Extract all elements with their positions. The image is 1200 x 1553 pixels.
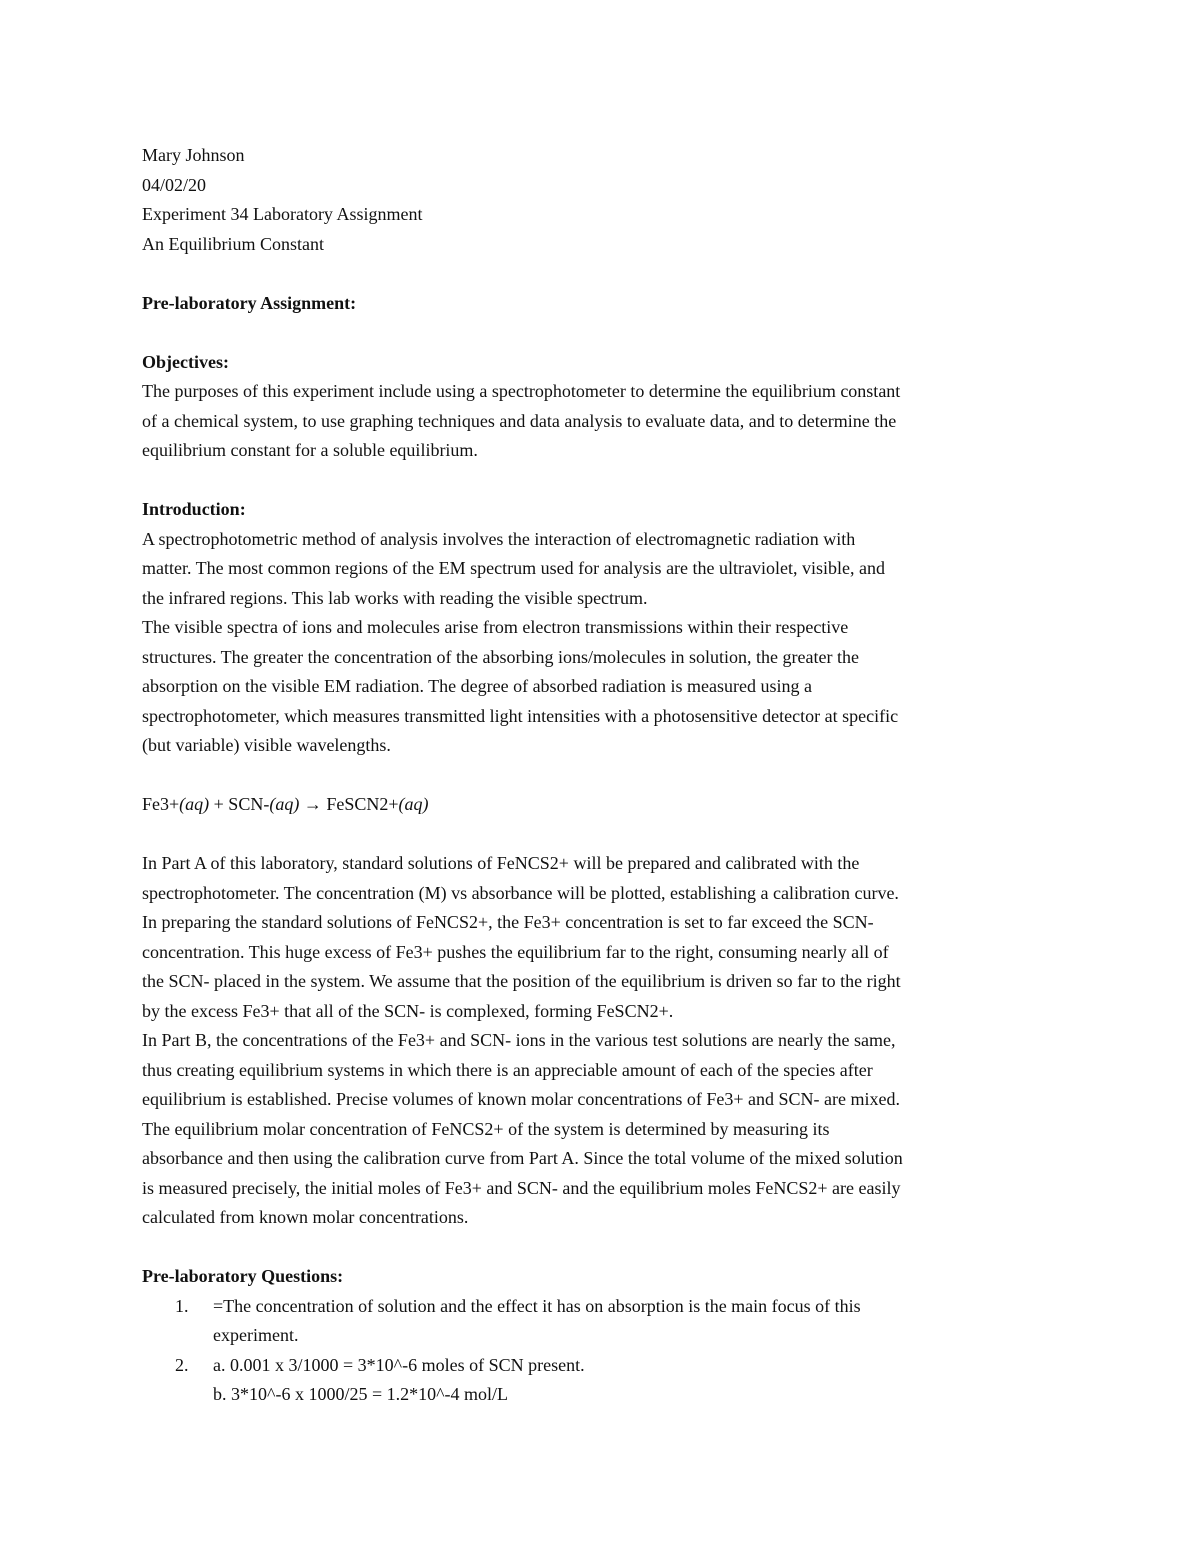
- spacer: [142, 1233, 1062, 1263]
- intro-paragraph-line: spectrophotometer, which measures transmitted light intensities with a photosensitive detector at specific: [142, 705, 899, 726]
- spacer: [142, 820, 1062, 850]
- intro-paragraph-line: structures. The greater the concentration of the absorbing ions/molecules in solution, the greater the: [142, 646, 859, 667]
- question-item: [142, 1292, 1062, 1351]
- question-number: 2.: [175, 1354, 189, 1375]
- intro-paragraph-line: In preparing the standard solutions of FeNCS2+, the Fe3+ concentration is set to far exceed the SCN-: [142, 912, 874, 932]
- questions-list: [142, 1292, 1062, 1410]
- question-number: 1.: [175, 1295, 189, 1316]
- intro-paragraph-line: by the excess Fe3+ that all of the SCN- is complexed, forming FeSCN2+.: [142, 1000, 674, 1021]
- spacer: [142, 259, 1062, 289]
- spacer: [142, 761, 1062, 791]
- introduction-heading: Introduction:: [142, 499, 246, 519]
- questions-section: [142, 1262, 1062, 1410]
- objectives-line: The purposes of this experiment include using a spectrophotometer to determine the equilibrium constant: [142, 381, 901, 401]
- intro-paragraph-line: absorbance and then using the calibration curve from Part A. Since the total volume of the mixed solution: [142, 1148, 903, 1168]
- objectives-section: [142, 348, 1062, 466]
- intro-paragraph-line: The visible spectra of ions and molecules arise from electron transmissions within their respective: [142, 617, 849, 637]
- equation-reactant-1: Fe3+: [142, 794, 180, 814]
- objectives-line: equilibrium constant for a soluble equilibrium.: [142, 440, 478, 460]
- intro-paragraph-line: In Part B, the concentrations of the Fe3+ and SCN- ions in the various test solutions are nearly the same,: [142, 1030, 896, 1050]
- answer-line: experiment.: [213, 1325, 299, 1345]
- intro-paragraph-line: In Part A of this laboratory, standard solutions of FeNCS2+ will be prepared and calibrated with the: [142, 853, 860, 873]
- introduction-section: [142, 495, 1062, 1233]
- equation-state: (aq): [398, 794, 429, 814]
- intro-paragraph-line: is measured precisely, the initial moles of Fe3+ and SCN- and the equilibrium moles FeNCS2+ are easily: [142, 1177, 901, 1198]
- assignment-title: An Equilibrium Constant: [142, 233, 324, 254]
- answer-line: a. 0.001 x 3/1000 = 3*10^-6 moles of SCN present.: [213, 1354, 585, 1375]
- intro-paragraph-line: the infrared regions. This lab works with reading the visible spectrum.: [142, 587, 648, 608]
- equation-reactant-2: + SCN-: [209, 794, 270, 814]
- intro-paragraph-line: spectrophotometer. The concentration (M) vs absorbance will be plotted, establishing a calibration curve.: [142, 882, 899, 903]
- spacer: [142, 466, 1062, 496]
- intro-paragraph-line: (but variable) visible wavelengths.: [142, 735, 391, 755]
- equation-state: (aq): [179, 794, 210, 814]
- intro-paragraph-line: thus creating equilibrium systems in which there is an appreciable amount of each of the species after: [142, 1059, 873, 1080]
- objectives-heading: Objectives:: [142, 351, 229, 372]
- questions-heading: Pre-laboratory Questions:: [142, 1266, 344, 1286]
- intro-paragraph-line: concentration. This huge excess of Fe3+ pushes the equilibrium far to the right, consuming nearly all of: [142, 941, 889, 962]
- author-name: Mary Johnson: [142, 145, 245, 165]
- answer-line: b. 3*10^-6 x 1000/25 = 1.2*10^-4 mol/L: [213, 1384, 509, 1404]
- course-title: Experiment 34 Laboratory Assignment: [142, 204, 423, 224]
- answer-line: =The concentration of solution and the effect it has on absorption is the main focus of this: [213, 1295, 861, 1316]
- header-block: [142, 141, 1062, 259]
- chemical-equation: [142, 790, 1062, 820]
- intro-paragraph-line: The equilibrium molar concentration of FeNCS2+ of the system is determined by measuring its: [142, 1118, 830, 1139]
- prelab-heading: Pre-laboratory Assignment:: [142, 292, 357, 313]
- document-page: [142, 141, 1062, 1410]
- intro-paragraph-line: equilibrium is established. Precise volumes of known molar concentrations of Fe3+ and SCN- are mixed.: [142, 1089, 900, 1109]
- question-item: [142, 1351, 1062, 1410]
- intro-paragraph-line: A spectrophotometric method of analysis involves the interaction of electromagnetic radiation with: [142, 528, 856, 549]
- document-date: 04/02/20: [142, 174, 207, 195]
- intro-paragraph-line: absorption on the visible EM radiation. The degree of absorbed radiation is measured using a: [142, 676, 812, 696]
- equation-state: (aq): [269, 794, 300, 814]
- spacer: [142, 318, 1062, 348]
- intro-paragraph-line: calculated from known molar concentrations.: [142, 1207, 469, 1227]
- objectives-line: of a chemical system, to use graphing techniques and data analysis to evaluate data, and to determine the: [142, 410, 897, 431]
- intro-paragraph-line: the SCN- placed in the system. We assume that the position of the equilibrium is driven so far to the right: [142, 971, 901, 991]
- equation-product: → FeSCN2+: [299, 794, 399, 814]
- intro-paragraph-line: matter. The most common regions of the EM spectrum used for analysis are the ultraviolet, visible, and: [142, 558, 885, 578]
